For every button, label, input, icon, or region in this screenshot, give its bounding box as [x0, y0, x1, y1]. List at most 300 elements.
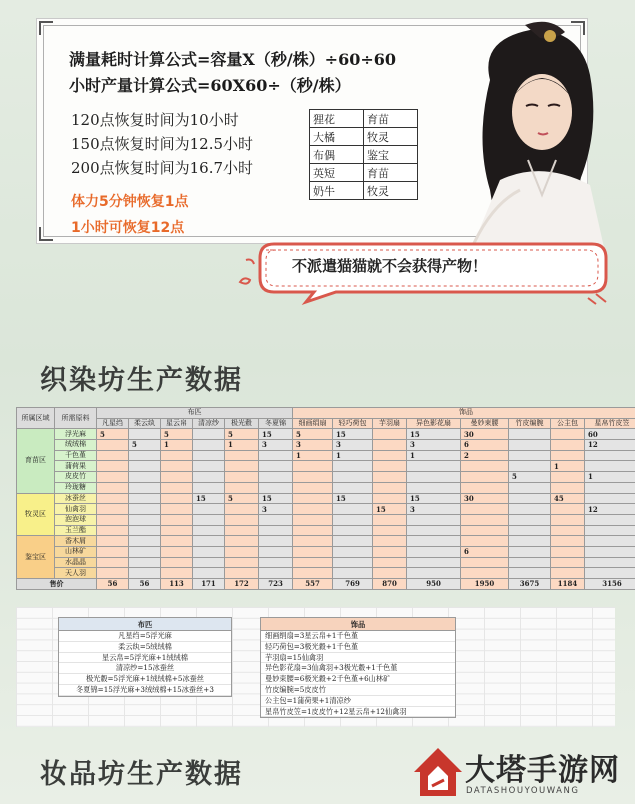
- fabric-recipe-line: 冬夏锦=15浮光麻+3绒绒棉+15冰蚕丝+3: [59, 685, 231, 696]
- table-cell: 3: [333, 440, 373, 451]
- watermark-site-pinyin: DATASHOUYOUWANG: [466, 786, 580, 796]
- table-cell: [97, 557, 129, 568]
- section-title-cosmetics: 妆品坊生产数据: [40, 759, 243, 790]
- material-label: 绒绒棉: [55, 440, 97, 451]
- table-cell: 1: [551, 461, 585, 472]
- table-cell: [225, 525, 259, 536]
- table-cell: [551, 472, 585, 483]
- table-cell: [373, 568, 407, 579]
- price-cell: 723: [259, 579, 293, 590]
- hourly-output-formula: 小时产量计算公式=60X60÷（秒/株）: [69, 76, 351, 95]
- table-cell: [293, 482, 333, 493]
- table-cell: 5: [161, 429, 193, 440]
- table-cell: 6: [461, 546, 509, 557]
- accessory-recipe-line: 公主包=1蒲荷果+1清凉纱: [261, 696, 455, 707]
- column-header: 星云帛: [161, 418, 193, 429]
- table-cell: [259, 546, 293, 557]
- table-cell: [161, 493, 193, 504]
- table-cell: [193, 450, 225, 461]
- table-cell: 5: [97, 429, 129, 440]
- column-header: 芋羽扇: [373, 418, 407, 429]
- accessory-recipe-line: 星帛竹皮笠=1皮皮竹+12星云帛+12仙禽羽: [261, 707, 455, 718]
- cat-name: 英短: [310, 164, 364, 182]
- column-header: 凡星绉: [97, 418, 129, 429]
- accessory-recipe-title: 饰品: [261, 618, 455, 631]
- table-cell: [585, 568, 635, 579]
- table-cell: [129, 536, 161, 547]
- material-label: 蒲荷果: [55, 461, 97, 472]
- table-cell: [333, 472, 373, 483]
- table-cell: [97, 450, 129, 461]
- table-cell: [193, 514, 225, 525]
- cat-name: 狸花: [310, 110, 364, 128]
- accessory-recipe-line: 曼妙束腰=6极光縠+2千色堇+6山林矿: [261, 674, 455, 685]
- table-cell: [293, 504, 333, 515]
- cat-zone: 鉴宝: [364, 146, 418, 164]
- cat-zone: 育苗: [364, 164, 418, 182]
- cat-zone: 育苗: [364, 110, 418, 128]
- material-label: 千色堇: [55, 450, 97, 461]
- table-row: [17, 450, 635, 461]
- table-cell: 15: [259, 429, 293, 440]
- fabric-recipe-title: 布匹: [59, 618, 231, 631]
- table-cell: [259, 482, 293, 493]
- table-cell: [585, 557, 635, 568]
- table-cell: [461, 525, 509, 536]
- table-cell: 30: [461, 493, 509, 504]
- table-cell: [97, 472, 129, 483]
- table-cell: [333, 514, 373, 525]
- material-label: 玲珑糖: [55, 482, 97, 493]
- table-cell: [129, 557, 161, 568]
- table-cell: [161, 536, 193, 547]
- table-cell: [461, 504, 509, 515]
- material-label: 玉兰酯: [55, 525, 97, 536]
- table-cell: [225, 557, 259, 568]
- table-group-header-row: [17, 408, 635, 419]
- material-label: 皮皮竹: [55, 472, 97, 483]
- column-header: 曼妙束腰: [461, 418, 509, 429]
- table-cell: 5: [509, 472, 551, 483]
- table-cell: [97, 461, 129, 472]
- table-cell: [333, 482, 373, 493]
- table-cell: 5: [293, 429, 333, 440]
- cat-row: [310, 182, 418, 200]
- table-cell: 3: [259, 504, 293, 515]
- table-cell: [461, 568, 509, 579]
- table-cell: [333, 525, 373, 536]
- cat-row: [310, 164, 418, 182]
- table-cell: [161, 482, 193, 493]
- table-cell: [97, 514, 129, 525]
- column-header: 星帛竹皮笠: [585, 418, 635, 429]
- table-cell: [407, 525, 461, 536]
- column-header: 极光縠: [225, 418, 259, 429]
- table-cell: [373, 546, 407, 557]
- table-cell: [509, 461, 551, 472]
- table-cell: [333, 461, 373, 472]
- price-row: [17, 579, 635, 590]
- table-cell: [193, 525, 225, 536]
- table-cell: [551, 557, 585, 568]
- table-cell: [551, 429, 585, 440]
- table-cell: [509, 482, 551, 493]
- table-cell: 15: [333, 493, 373, 504]
- table-cell: [373, 472, 407, 483]
- material-label: 仙禽羽: [55, 504, 97, 515]
- table-cell: [373, 493, 407, 504]
- table-cell: [97, 525, 129, 536]
- table-cell: [373, 525, 407, 536]
- price-cell: 56: [129, 579, 161, 590]
- table-cell: [551, 440, 585, 451]
- table-cell: [373, 440, 407, 451]
- table-cell: [193, 482, 225, 493]
- table-cell: [551, 546, 585, 557]
- table-cell: [225, 514, 259, 525]
- table-cell: 15: [333, 429, 373, 440]
- header-zone: 所属区域: [17, 408, 55, 429]
- table-cell: [129, 429, 161, 440]
- table-cell: 30: [461, 429, 509, 440]
- material-label: 天人羽: [55, 568, 97, 579]
- table-cell: [161, 472, 193, 483]
- table-cell: [193, 440, 225, 451]
- table-cell: [259, 450, 293, 461]
- watermark-site-name: 大塔手游网: [465, 753, 620, 788]
- table-cell: [293, 514, 333, 525]
- table-row: [17, 546, 635, 557]
- accessory-recipe-line: 细画绢扇=3星云帛+1千色堇: [261, 631, 455, 642]
- table-cell: [407, 461, 461, 472]
- table-cell: [129, 546, 161, 557]
- table-cell: 1: [333, 450, 373, 461]
- table-row: [17, 525, 635, 536]
- cat-zone: 牧灵: [364, 182, 418, 200]
- table-cell: [161, 461, 193, 472]
- accessory-recipe-line: 芋羽扇=15仙禽羽: [261, 653, 455, 664]
- table-cell: [97, 546, 129, 557]
- table-cell: 1: [407, 450, 461, 461]
- table-cell: [509, 450, 551, 461]
- table-cell: [407, 536, 461, 547]
- table-cell: [193, 472, 225, 483]
- table-cell: [509, 546, 551, 557]
- table-cell: [293, 461, 333, 472]
- table-cell: [97, 482, 129, 493]
- table-cell: [129, 525, 161, 536]
- table-cell: [293, 557, 333, 568]
- table-cell: [259, 461, 293, 472]
- table-cell: [585, 450, 635, 461]
- price-cell: 769: [333, 579, 373, 590]
- table-cell: [161, 546, 193, 557]
- table-cell: [259, 568, 293, 579]
- table-cell: [509, 504, 551, 515]
- table-row: [17, 482, 635, 493]
- table-cell: [259, 472, 293, 483]
- cat-row: [310, 146, 418, 164]
- table-cell: 5: [225, 429, 259, 440]
- column-header: 柔云纨: [129, 418, 161, 429]
- production-data-sheet: [16, 407, 630, 590]
- fabric-recipe-line: 极光縠=5浮光麻+1绒绒棉+5冰蚕丝: [59, 674, 231, 685]
- table-cell: [373, 429, 407, 440]
- table-row: [17, 504, 635, 515]
- accessory-recipe-box: [260, 617, 456, 718]
- table-cell: 2: [461, 450, 509, 461]
- table-cell: [585, 514, 635, 525]
- table-cell: [585, 461, 635, 472]
- table-cell: [407, 482, 461, 493]
- header-group-accessory: 饰品: [293, 408, 635, 419]
- column-header: 清凉纱: [193, 418, 225, 429]
- table-cell: 60: [585, 429, 635, 440]
- table-cell: [97, 504, 129, 515]
- table-cell: [551, 514, 585, 525]
- table-cell: [225, 536, 259, 547]
- table-cell: [509, 429, 551, 440]
- table-cell: [551, 525, 585, 536]
- table-cell: [225, 546, 259, 557]
- table-cell: [293, 546, 333, 557]
- price-cell: 56: [97, 579, 129, 590]
- table-cell: [129, 514, 161, 525]
- price-cell: 113: [161, 579, 193, 590]
- character-illustration: [430, 20, 630, 252]
- table-cell: [161, 504, 193, 515]
- table-cell: [293, 493, 333, 504]
- table-cell: [225, 504, 259, 515]
- table-cell: [193, 461, 225, 472]
- price-cell: 870: [373, 579, 407, 590]
- column-header: 异色影花扇: [407, 418, 461, 429]
- table-cell: [333, 557, 373, 568]
- table-cell: 1: [585, 472, 635, 483]
- material-label: 山林矿: [55, 546, 97, 557]
- cat-assignment-table: [309, 109, 418, 200]
- price-cell: 3156: [585, 579, 635, 590]
- table-cell: [373, 461, 407, 472]
- table-cell: [97, 568, 129, 579]
- price-cell: 557: [293, 579, 333, 590]
- table-cell: [333, 568, 373, 579]
- table-cell: [407, 568, 461, 579]
- table-cell: [129, 461, 161, 472]
- table-cell: [509, 557, 551, 568]
- zone-label: 育苗区: [17, 429, 55, 493]
- table-cell: [373, 482, 407, 493]
- table-cell: [129, 504, 161, 515]
- table-cell: [373, 557, 407, 568]
- material-label: 水晶晶: [55, 557, 97, 568]
- table-cell: [373, 536, 407, 547]
- table-cell: [97, 493, 129, 504]
- table-cell: [193, 429, 225, 440]
- accessory-recipe-line: 异色影花扇=3仙禽羽+3极光縠+1千色堇: [261, 663, 455, 674]
- production-table: [16, 407, 635, 590]
- table-cell: [259, 536, 293, 547]
- table-cell: 15: [407, 429, 461, 440]
- table-cell: [551, 450, 585, 461]
- table-row: [17, 536, 635, 547]
- table-cell: 3: [407, 440, 461, 451]
- price-cell: 1184: [551, 579, 585, 590]
- table-cell: [97, 536, 129, 547]
- table-cell: 15: [407, 493, 461, 504]
- material-label: 冰蚕丝: [55, 493, 97, 504]
- cat-name: 大橘: [310, 128, 364, 146]
- table-cell: 1: [161, 440, 193, 451]
- fabric-recipe-line: 星云帛=5浮光麻+1绒绒棉: [59, 653, 231, 664]
- table-cell: [407, 546, 461, 557]
- material-label: 浮光麻: [55, 429, 97, 440]
- table-cell: [225, 568, 259, 579]
- fabric-recipe-line: 柔云纨=5绒绒棉: [59, 642, 231, 653]
- table-cell: [193, 504, 225, 515]
- table-cell: [193, 557, 225, 568]
- table-cell: [585, 482, 635, 493]
- table-row: [17, 514, 635, 525]
- table-cell: [373, 514, 407, 525]
- table-cell: [373, 450, 407, 461]
- table-cell: 12: [585, 504, 635, 515]
- recovery-line-200: 200点恢复时间为16.7小时: [71, 159, 254, 177]
- stamina-note-2: 1小时可恢复12点: [71, 220, 185, 236]
- table-row: [17, 568, 635, 579]
- table-row: [17, 557, 635, 568]
- price-cell: 1950: [461, 579, 509, 590]
- table-cell: [259, 557, 293, 568]
- table-cell: [551, 536, 585, 547]
- table-cell: 1: [225, 440, 259, 451]
- price-cell: 172: [225, 579, 259, 590]
- accessory-recipe-line: 竹皮编腕=5皮皮竹: [261, 685, 455, 696]
- cat-name: 奶牛: [310, 182, 364, 200]
- table-cell: [225, 482, 259, 493]
- table-cell: 15: [373, 504, 407, 515]
- table-cell: [461, 461, 509, 472]
- price-cell: 950: [407, 579, 461, 590]
- table-cell: 1: [293, 450, 333, 461]
- table-cell: [129, 450, 161, 461]
- table-cell: 3: [293, 440, 333, 451]
- table-cell: [333, 536, 373, 547]
- table-cell: [225, 472, 259, 483]
- table-row: [17, 493, 635, 504]
- fabric-recipe-line: 清凉纱=15冰蚕丝: [59, 663, 231, 674]
- header-material: 所需原料: [55, 408, 97, 429]
- recovery-line-120: 120点恢复时间为10小时: [71, 111, 239, 129]
- table-cell: 15: [193, 493, 225, 504]
- table-cell: [193, 546, 225, 557]
- column-header: 细画绢扇: [293, 418, 333, 429]
- table-cell: [551, 482, 585, 493]
- section-title-weaving: 织染坊生产数据: [40, 365, 243, 396]
- table-cell: [161, 450, 193, 461]
- table-cell: [129, 568, 161, 579]
- table-cell: 12: [585, 440, 635, 451]
- table-cell: [407, 472, 461, 483]
- price-cell: 3675: [509, 579, 551, 590]
- table-cell: [509, 536, 551, 547]
- price-label: 售价: [17, 579, 97, 590]
- price-cell: 171: [193, 579, 225, 590]
- table-cell: [509, 514, 551, 525]
- table-cell: [293, 472, 333, 483]
- table-cell: [129, 482, 161, 493]
- column-header: 竹皮编腕: [509, 418, 551, 429]
- table-cell: 5: [225, 493, 259, 504]
- header-group-fabric: 布匹: [97, 408, 293, 419]
- table-cell: [509, 525, 551, 536]
- table-cell: [293, 525, 333, 536]
- table-cell: [259, 514, 293, 525]
- table-cell: [129, 472, 161, 483]
- table-cell: 3: [259, 440, 293, 451]
- table-cell: [585, 536, 635, 547]
- column-header: 冬夏锦: [259, 418, 293, 429]
- table-row: [17, 440, 635, 451]
- table-cell: [585, 525, 635, 536]
- recovery-line-150: 150点恢复时间为12.5小时: [71, 135, 254, 153]
- table-column-header-row: [17, 418, 635, 429]
- table-cell: 5: [129, 440, 161, 451]
- table-cell: [461, 472, 509, 483]
- cat-zone: 牧灵: [364, 128, 418, 146]
- table-cell: [551, 504, 585, 515]
- table-cell: [161, 557, 193, 568]
- table-cell: [259, 525, 293, 536]
- stamina-note-1: 体力5分钟恢复1点: [71, 194, 189, 210]
- capacity-time-formula: 满量耗时计算公式=容量X（秒/株）÷60÷60: [69, 50, 397, 69]
- column-header: 公主包: [551, 418, 585, 429]
- table-cell: [193, 536, 225, 547]
- table-cell: 45: [551, 493, 585, 504]
- table-cell: [293, 536, 333, 547]
- table-cell: 6: [461, 440, 509, 451]
- table-cell: [161, 568, 193, 579]
- cat-name: 布偶: [310, 146, 364, 164]
- table-row: [17, 429, 635, 440]
- table-cell: [225, 450, 259, 461]
- column-header: 轻巧荷包: [333, 418, 373, 429]
- cat-row: [310, 110, 418, 128]
- table-cell: [551, 568, 585, 579]
- table-cell: [585, 546, 635, 557]
- table-cell: [585, 493, 635, 504]
- table-cell: [161, 525, 193, 536]
- table-cell: [225, 461, 259, 472]
- table-cell: [509, 568, 551, 579]
- table-cell: [333, 504, 373, 515]
- table-cell: [161, 514, 193, 525]
- table-cell: 15: [259, 493, 293, 504]
- speech-bubble-text: 不派遣猫猫就不会获得产物！: [292, 257, 488, 275]
- fabric-recipe-box: [58, 617, 232, 697]
- table-cell: [407, 557, 461, 568]
- table-cell: [97, 440, 129, 451]
- table-cell: [461, 536, 509, 547]
- fabric-recipe-line: 凡星绉=5浮光麻: [59, 631, 231, 642]
- table-cell: [461, 482, 509, 493]
- cat-row: [310, 128, 418, 146]
- table-cell: [407, 514, 461, 525]
- table-row: [17, 461, 635, 472]
- table-cell: [461, 514, 509, 525]
- table-cell: [193, 568, 225, 579]
- table-cell: 3: [407, 504, 461, 515]
